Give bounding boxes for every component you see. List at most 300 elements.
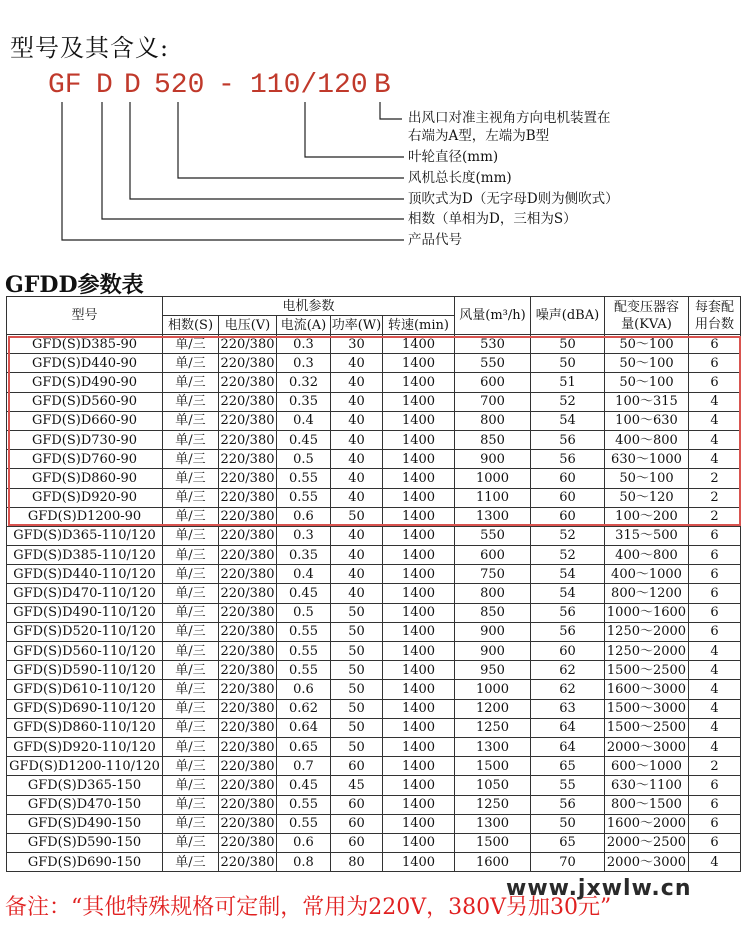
cell-current: 0.5 <box>277 603 331 622</box>
cell-transformer: 50～100 <box>605 373 689 392</box>
cell-voltage: 220/380 <box>219 488 277 507</box>
cell-voltage: 220/380 <box>219 718 277 737</box>
code-b: B <box>374 70 391 101</box>
cell-airflow: 550 <box>455 354 531 373</box>
cell-noise: 60 <box>531 642 605 661</box>
cell-power: 45 <box>331 776 383 795</box>
cell-units: 2 <box>689 757 741 776</box>
cell-units: 6 <box>689 565 741 584</box>
table-row <box>7 757 741 776</box>
cell-airflow: 1250 <box>455 718 531 737</box>
table-title: GFDD参数表 <box>5 272 144 298</box>
cell-transformer: 1250～2000 <box>605 642 689 661</box>
cell-units: 6 <box>689 373 741 392</box>
cell-speed: 1400 <box>383 469 455 488</box>
cell-current: 0.55 <box>277 488 331 507</box>
cell-voltage: 220/380 <box>219 526 277 545</box>
cell-voltage: 220/380 <box>219 642 277 661</box>
cell-current: 0.6 <box>277 680 331 699</box>
cell-noise: 50 <box>531 354 605 373</box>
header-transformer: 配变压器容量(KVA) <box>605 297 689 335</box>
cell-airflow: 1250 <box>455 795 531 814</box>
cell-speed: 1400 <box>383 795 455 814</box>
cell-model: GFD(S)D490-110/120 <box>7 603 163 622</box>
cell-power: 50 <box>331 699 383 718</box>
cell-units: 4 <box>689 411 741 430</box>
cell-model: GFD(S)D690-110/120 <box>7 699 163 718</box>
cell-units: 6 <box>689 622 741 641</box>
cell-airflow: 800 <box>455 584 531 603</box>
cell-current: 0.55 <box>277 642 331 661</box>
legend-direction-1: 出风口对准主视角方向电机装置在 <box>408 110 611 126</box>
legend-impeller-diameter: 叶轮直径(mm) <box>408 149 499 165</box>
cell-transformer: 100～315 <box>605 392 689 411</box>
cell-power: 40 <box>331 526 383 545</box>
legend-total-length: 风机总长度(mm) <box>408 170 512 186</box>
cell-speed: 1400 <box>383 411 455 430</box>
cell-current: 0.3 <box>277 526 331 545</box>
table-row <box>7 584 741 603</box>
cell-speed: 1400 <box>383 565 455 584</box>
cell-voltage: 220/380 <box>219 661 277 680</box>
cell-current: 0.3 <box>277 354 331 373</box>
cell-airflow: 1600 <box>455 853 531 872</box>
cell-transformer: 800～1200 <box>605 584 689 603</box>
cell-speed: 1400 <box>383 526 455 545</box>
cell-noise: 52 <box>531 546 605 565</box>
table-row <box>7 680 741 699</box>
cell-airflow: 1200 <box>455 699 531 718</box>
cell-voltage: 220/380 <box>219 392 277 411</box>
cell-noise: 65 <box>531 757 605 776</box>
header-airflow: 风量(m³/h) <box>455 297 531 335</box>
cell-current: 0.64 <box>277 718 331 737</box>
cell-speed: 1400 <box>383 642 455 661</box>
cell-units: 6 <box>689 833 741 852</box>
cell-speed: 1400 <box>383 546 455 565</box>
cell-power: 40 <box>331 584 383 603</box>
cell-airflow: 850 <box>455 603 531 622</box>
cell-model: GFD(S)D560-110/120 <box>7 642 163 661</box>
cell-power: 40 <box>331 373 383 392</box>
cell-model: GFD(S)D385-110/120 <box>7 546 163 565</box>
cell-transformer: 1000～1600 <box>605 603 689 622</box>
cell-phase: 单/三 <box>163 488 219 507</box>
cell-model: GFD(S)D860-90 <box>7 469 163 488</box>
cell-airflow: 600 <box>455 546 531 565</box>
cell-noise: 64 <box>531 718 605 737</box>
cell-noise: 54 <box>531 411 605 430</box>
cell-current: 0.4 <box>277 411 331 430</box>
cell-units: 4 <box>689 392 741 411</box>
cell-current: 0.32 <box>277 373 331 392</box>
cell-current: 0.62 <box>277 699 331 718</box>
cell-transformer: 400～800 <box>605 546 689 565</box>
cell-noise: 50 <box>531 814 605 833</box>
cell-speed: 1400 <box>383 450 455 469</box>
cell-transformer: 1500～2500 <box>605 718 689 737</box>
cell-transformer: 800～1500 <box>605 795 689 814</box>
table-row <box>7 411 741 430</box>
watermark: www.jxwlw.cn <box>506 876 692 901</box>
cell-voltage: 220/380 <box>219 776 277 795</box>
table-row <box>7 488 741 507</box>
cell-voltage: 220/380 <box>219 622 277 641</box>
cell-transformer: 630～1000 <box>605 450 689 469</box>
cell-airflow: 1050 <box>455 776 531 795</box>
cell-speed: 1400 <box>383 737 455 756</box>
cell-current: 0.45 <box>277 584 331 603</box>
cell-transformer: 400～800 <box>605 430 689 449</box>
code-bracket-lines <box>0 0 750 260</box>
cell-model: GFD(S)D385-90 <box>7 335 163 354</box>
cell-phase: 单/三 <box>163 718 219 737</box>
cell-voltage: 220/380 <box>219 603 277 622</box>
cell-power: 50 <box>331 642 383 661</box>
cell-speed: 1400 <box>383 776 455 795</box>
cell-model: GFD(S)D730-90 <box>7 430 163 449</box>
cell-speed: 1400 <box>383 718 455 737</box>
cell-phase: 单/三 <box>163 392 219 411</box>
cell-units: 6 <box>689 354 741 373</box>
cell-current: 0.35 <box>277 392 331 411</box>
table-row <box>7 565 741 584</box>
cell-noise: 52 <box>531 526 605 545</box>
cell-airflow: 1300 <box>455 737 531 756</box>
cell-current: 0.55 <box>277 661 331 680</box>
cell-phase: 单/三 <box>163 680 219 699</box>
cell-transformer: 2000～3000 <box>605 853 689 872</box>
cell-transformer: 50～100 <box>605 354 689 373</box>
table-row <box>7 853 741 872</box>
cell-phase: 单/三 <box>163 373 219 392</box>
cell-transformer: 600～1000 <box>605 757 689 776</box>
cell-noise: 50 <box>531 335 605 354</box>
cell-voltage: 220/380 <box>219 853 277 872</box>
cell-model: GFD(S)D470-150 <box>7 795 163 814</box>
cell-units: 4 <box>689 680 741 699</box>
cell-voltage: 220/380 <box>219 354 277 373</box>
cell-voltage: 220/380 <box>219 699 277 718</box>
cell-model: GFD(S)D1200-90 <box>7 507 163 526</box>
cell-power: 60 <box>331 795 383 814</box>
table-row <box>7 507 741 526</box>
cell-airflow: 1000 <box>455 680 531 699</box>
cell-noise: 51 <box>531 373 605 392</box>
cell-units: 4 <box>689 430 741 449</box>
cell-voltage: 220/380 <box>219 507 277 526</box>
cell-phase: 单/三 <box>163 450 219 469</box>
cell-power: 40 <box>331 411 383 430</box>
cell-power: 60 <box>331 757 383 776</box>
header-units: 每套配用台数 <box>689 297 741 335</box>
cell-model: GFD(S)D1200-110/120 <box>7 757 163 776</box>
code-length: 520 <box>154 70 205 101</box>
cell-units: 6 <box>689 526 741 545</box>
cell-current: 0.55 <box>277 622 331 641</box>
cell-phase: 单/三 <box>163 584 219 603</box>
cell-phase: 单/三 <box>163 776 219 795</box>
header-model: 型号 <box>7 297 163 335</box>
cell-current: 0.6 <box>277 833 331 852</box>
cell-noise: 60 <box>531 507 605 526</box>
cell-units: 4 <box>689 661 741 680</box>
header-motor-params: 电机参数 <box>163 297 455 316</box>
table-row <box>7 699 741 718</box>
cell-current: 0.5 <box>277 450 331 469</box>
cell-transformer: 1250～2000 <box>605 622 689 641</box>
cell-current: 0.35 <box>277 546 331 565</box>
cell-airflow: 900 <box>455 642 531 661</box>
footnote: 备注：“其他特殊规格可定制，常用为220V，380V另加30元” <box>5 895 612 920</box>
cell-power: 60 <box>331 814 383 833</box>
header-current: 电流(A) <box>277 316 331 335</box>
cell-noise: 56 <box>531 795 605 814</box>
cell-units: 4 <box>689 737 741 756</box>
cell-phase: 单/三 <box>163 737 219 756</box>
cell-voltage: 220/380 <box>219 430 277 449</box>
code-d-phase: D <box>96 70 113 101</box>
cell-units: 2 <box>689 488 741 507</box>
header-phase: 相数(S) <box>163 316 219 335</box>
cell-model: GFD(S)D610-110/120 <box>7 680 163 699</box>
cell-model: GFD(S)D590-150 <box>7 833 163 852</box>
cell-airflow: 850 <box>455 430 531 449</box>
cell-airflow: 1100 <box>455 488 531 507</box>
cell-phase: 单/三 <box>163 565 219 584</box>
cell-model: GFD(S)D490-90 <box>7 373 163 392</box>
header-speed: 转速(min) <box>383 316 455 335</box>
header-voltage: 电压(V) <box>219 316 277 335</box>
cell-transformer: 2000～2500 <box>605 833 689 852</box>
table-row <box>7 737 741 756</box>
cell-power: 50 <box>331 737 383 756</box>
cell-phase: 单/三 <box>163 469 219 488</box>
table-row <box>7 430 741 449</box>
cell-transformer: 100～200 <box>605 507 689 526</box>
table-row <box>7 392 741 411</box>
cell-phase: 单/三 <box>163 411 219 430</box>
cell-model: GFD(S)D440-110/120 <box>7 565 163 584</box>
cell-units: 6 <box>689 814 741 833</box>
cell-noise: 62 <box>531 661 605 680</box>
cell-voltage: 220/380 <box>219 546 277 565</box>
cell-current: 0.8 <box>277 853 331 872</box>
cell-current: 0.65 <box>277 737 331 756</box>
cell-airflow: 750 <box>455 565 531 584</box>
cell-units: 6 <box>689 795 741 814</box>
cell-airflow: 1500 <box>455 833 531 852</box>
cell-power: 40 <box>331 469 383 488</box>
cell-transformer: 315～500 <box>605 526 689 545</box>
cell-airflow: 530 <box>455 335 531 354</box>
cell-speed: 1400 <box>383 757 455 776</box>
table-row <box>7 642 741 661</box>
cell-power: 30 <box>331 335 383 354</box>
cell-power: 40 <box>331 354 383 373</box>
table-row <box>7 546 741 565</box>
cell-units: 6 <box>689 584 741 603</box>
cell-model: GFD(S)D860-110/120 <box>7 718 163 737</box>
cell-speed: 1400 <box>383 603 455 622</box>
cell-speed: 1400 <box>383 392 455 411</box>
cell-units: 4 <box>689 450 741 469</box>
cell-speed: 1400 <box>383 584 455 603</box>
cell-phase: 单/三 <box>163 853 219 872</box>
cell-current: 0.4 <box>277 565 331 584</box>
cell-speed: 1400 <box>383 622 455 641</box>
cell-current: 0.45 <box>277 776 331 795</box>
cell-current: 0.7 <box>277 757 331 776</box>
cell-units: 6 <box>689 603 741 622</box>
cell-model: GFD(S)D365-110/120 <box>7 526 163 545</box>
cell-model: GFD(S)D520-110/120 <box>7 622 163 641</box>
cell-phase: 单/三 <box>163 603 219 622</box>
cell-transformer: 100～630 <box>605 411 689 430</box>
code-gf: GF <box>48 70 82 101</box>
cell-power: 60 <box>331 833 383 852</box>
cell-speed: 1400 <box>383 833 455 852</box>
cell-speed: 1400 <box>383 430 455 449</box>
cell-transformer: 1600～3000 <box>605 680 689 699</box>
cell-voltage: 220/380 <box>219 565 277 584</box>
cell-current: 0.45 <box>277 430 331 449</box>
cell-airflow: 950 <box>455 661 531 680</box>
cell-model: GFD(S)D365-150 <box>7 776 163 795</box>
cell-phase: 单/三 <box>163 795 219 814</box>
cell-speed: 1400 <box>383 680 455 699</box>
legend-product-code: 产品代号 <box>408 232 462 248</box>
cell-speed: 1400 <box>383 335 455 354</box>
table-row <box>7 776 741 795</box>
cell-noise: 54 <box>531 565 605 584</box>
cell-model: GFD(S)D920-110/120 <box>7 737 163 756</box>
cell-noise: 60 <box>531 488 605 507</box>
cell-transformer: 1500～3000 <box>605 699 689 718</box>
cell-airflow: 900 <box>455 622 531 641</box>
cell-power: 50 <box>331 507 383 526</box>
cell-noise: 64 <box>531 737 605 756</box>
cell-power: 40 <box>331 430 383 449</box>
cell-speed: 1400 <box>383 488 455 507</box>
cell-model: GFD(S)D560-90 <box>7 392 163 411</box>
cell-voltage: 220/380 <box>219 335 277 354</box>
cell-power: 80 <box>331 853 383 872</box>
cell-phase: 单/三 <box>163 833 219 852</box>
table-row <box>7 718 741 737</box>
cell-voltage: 220/380 <box>219 411 277 430</box>
cell-phase: 单/三 <box>163 526 219 545</box>
cell-phase: 单/三 <box>163 507 219 526</box>
cell-power: 50 <box>331 661 383 680</box>
legend-direction-2: 右端为A型，左端为B型 <box>408 128 550 144</box>
cell-power: 50 <box>331 622 383 641</box>
cell-noise: 56 <box>531 450 605 469</box>
cell-voltage: 220/380 <box>219 469 277 488</box>
cell-noise: 60 <box>531 469 605 488</box>
cell-voltage: 220/380 <box>219 814 277 833</box>
cell-current: 0.55 <box>277 795 331 814</box>
cell-transformer: 50～100 <box>605 469 689 488</box>
table-row <box>7 469 741 488</box>
page-heading: 型号及其含义: <box>10 34 170 62</box>
cell-noise: 54 <box>531 584 605 603</box>
cell-model: GFD(S)D470-110/120 <box>7 584 163 603</box>
cell-voltage: 220/380 <box>219 795 277 814</box>
cell-airflow: 800 <box>455 411 531 430</box>
cell-airflow: 600 <box>455 373 531 392</box>
cell-units: 6 <box>689 335 741 354</box>
cell-power: 40 <box>331 488 383 507</box>
table-row <box>7 833 741 852</box>
cell-units: 4 <box>689 853 741 872</box>
cell-phase: 单/三 <box>163 814 219 833</box>
cell-power: 40 <box>331 546 383 565</box>
cell-model: GFD(S)D490-150 <box>7 814 163 833</box>
cell-airflow: 1300 <box>455 814 531 833</box>
table-row <box>7 450 741 469</box>
cell-speed: 1400 <box>383 814 455 833</box>
cell-units: 4 <box>689 642 741 661</box>
header-noise: 噪声(dBA) <box>531 297 605 335</box>
cell-speed: 1400 <box>383 354 455 373</box>
cell-speed: 1400 <box>383 373 455 392</box>
cell-airflow: 550 <box>455 526 531 545</box>
cell-power: 50 <box>331 680 383 699</box>
cell-power: 50 <box>331 718 383 737</box>
cell-airflow: 1000 <box>455 469 531 488</box>
cell-noise: 56 <box>531 622 605 641</box>
cell-airflow: 1500 <box>455 757 531 776</box>
cell-power: 40 <box>331 392 383 411</box>
cell-units: 6 <box>689 546 741 565</box>
cell-model: GFD(S)D690-150 <box>7 853 163 872</box>
cell-model: GFD(S)D760-90 <box>7 450 163 469</box>
cell-phase: 单/三 <box>163 430 219 449</box>
table-row <box>7 354 741 373</box>
code-dash: - <box>218 70 235 101</box>
cell-voltage: 220/380 <box>219 450 277 469</box>
table-body <box>7 335 741 872</box>
cell-transformer: 50～100 <box>605 335 689 354</box>
cell-units: 4 <box>689 699 741 718</box>
table-row <box>7 603 741 622</box>
cell-speed: 1400 <box>383 699 455 718</box>
cell-airflow: 700 <box>455 392 531 411</box>
code-diameter: 110/120 <box>250 70 368 101</box>
cell-model: GFD(S)D440-90 <box>7 354 163 373</box>
cell-current: 0.3 <box>277 335 331 354</box>
cell-phase: 单/三 <box>163 354 219 373</box>
cell-units: 2 <box>689 469 741 488</box>
cell-phase: 单/三 <box>163 546 219 565</box>
cell-power: 40 <box>331 565 383 584</box>
cell-noise: 70 <box>531 853 605 872</box>
cell-power: 50 <box>331 603 383 622</box>
cell-phase: 单/三 <box>163 642 219 661</box>
cell-noise: 55 <box>531 776 605 795</box>
cell-airflow: 1300 <box>455 507 531 526</box>
cell-model: GFD(S)D590-110/120 <box>7 661 163 680</box>
cell-model: GFD(S)D920-90 <box>7 488 163 507</box>
cell-current: 0.55 <box>277 814 331 833</box>
cell-units: 4 <box>689 718 741 737</box>
cell-units: 6 <box>689 776 741 795</box>
cell-model: GFD(S)D660-90 <box>7 411 163 430</box>
table-row <box>7 814 741 833</box>
cell-noise: 52 <box>531 392 605 411</box>
cell-phase: 单/三 <box>163 757 219 776</box>
